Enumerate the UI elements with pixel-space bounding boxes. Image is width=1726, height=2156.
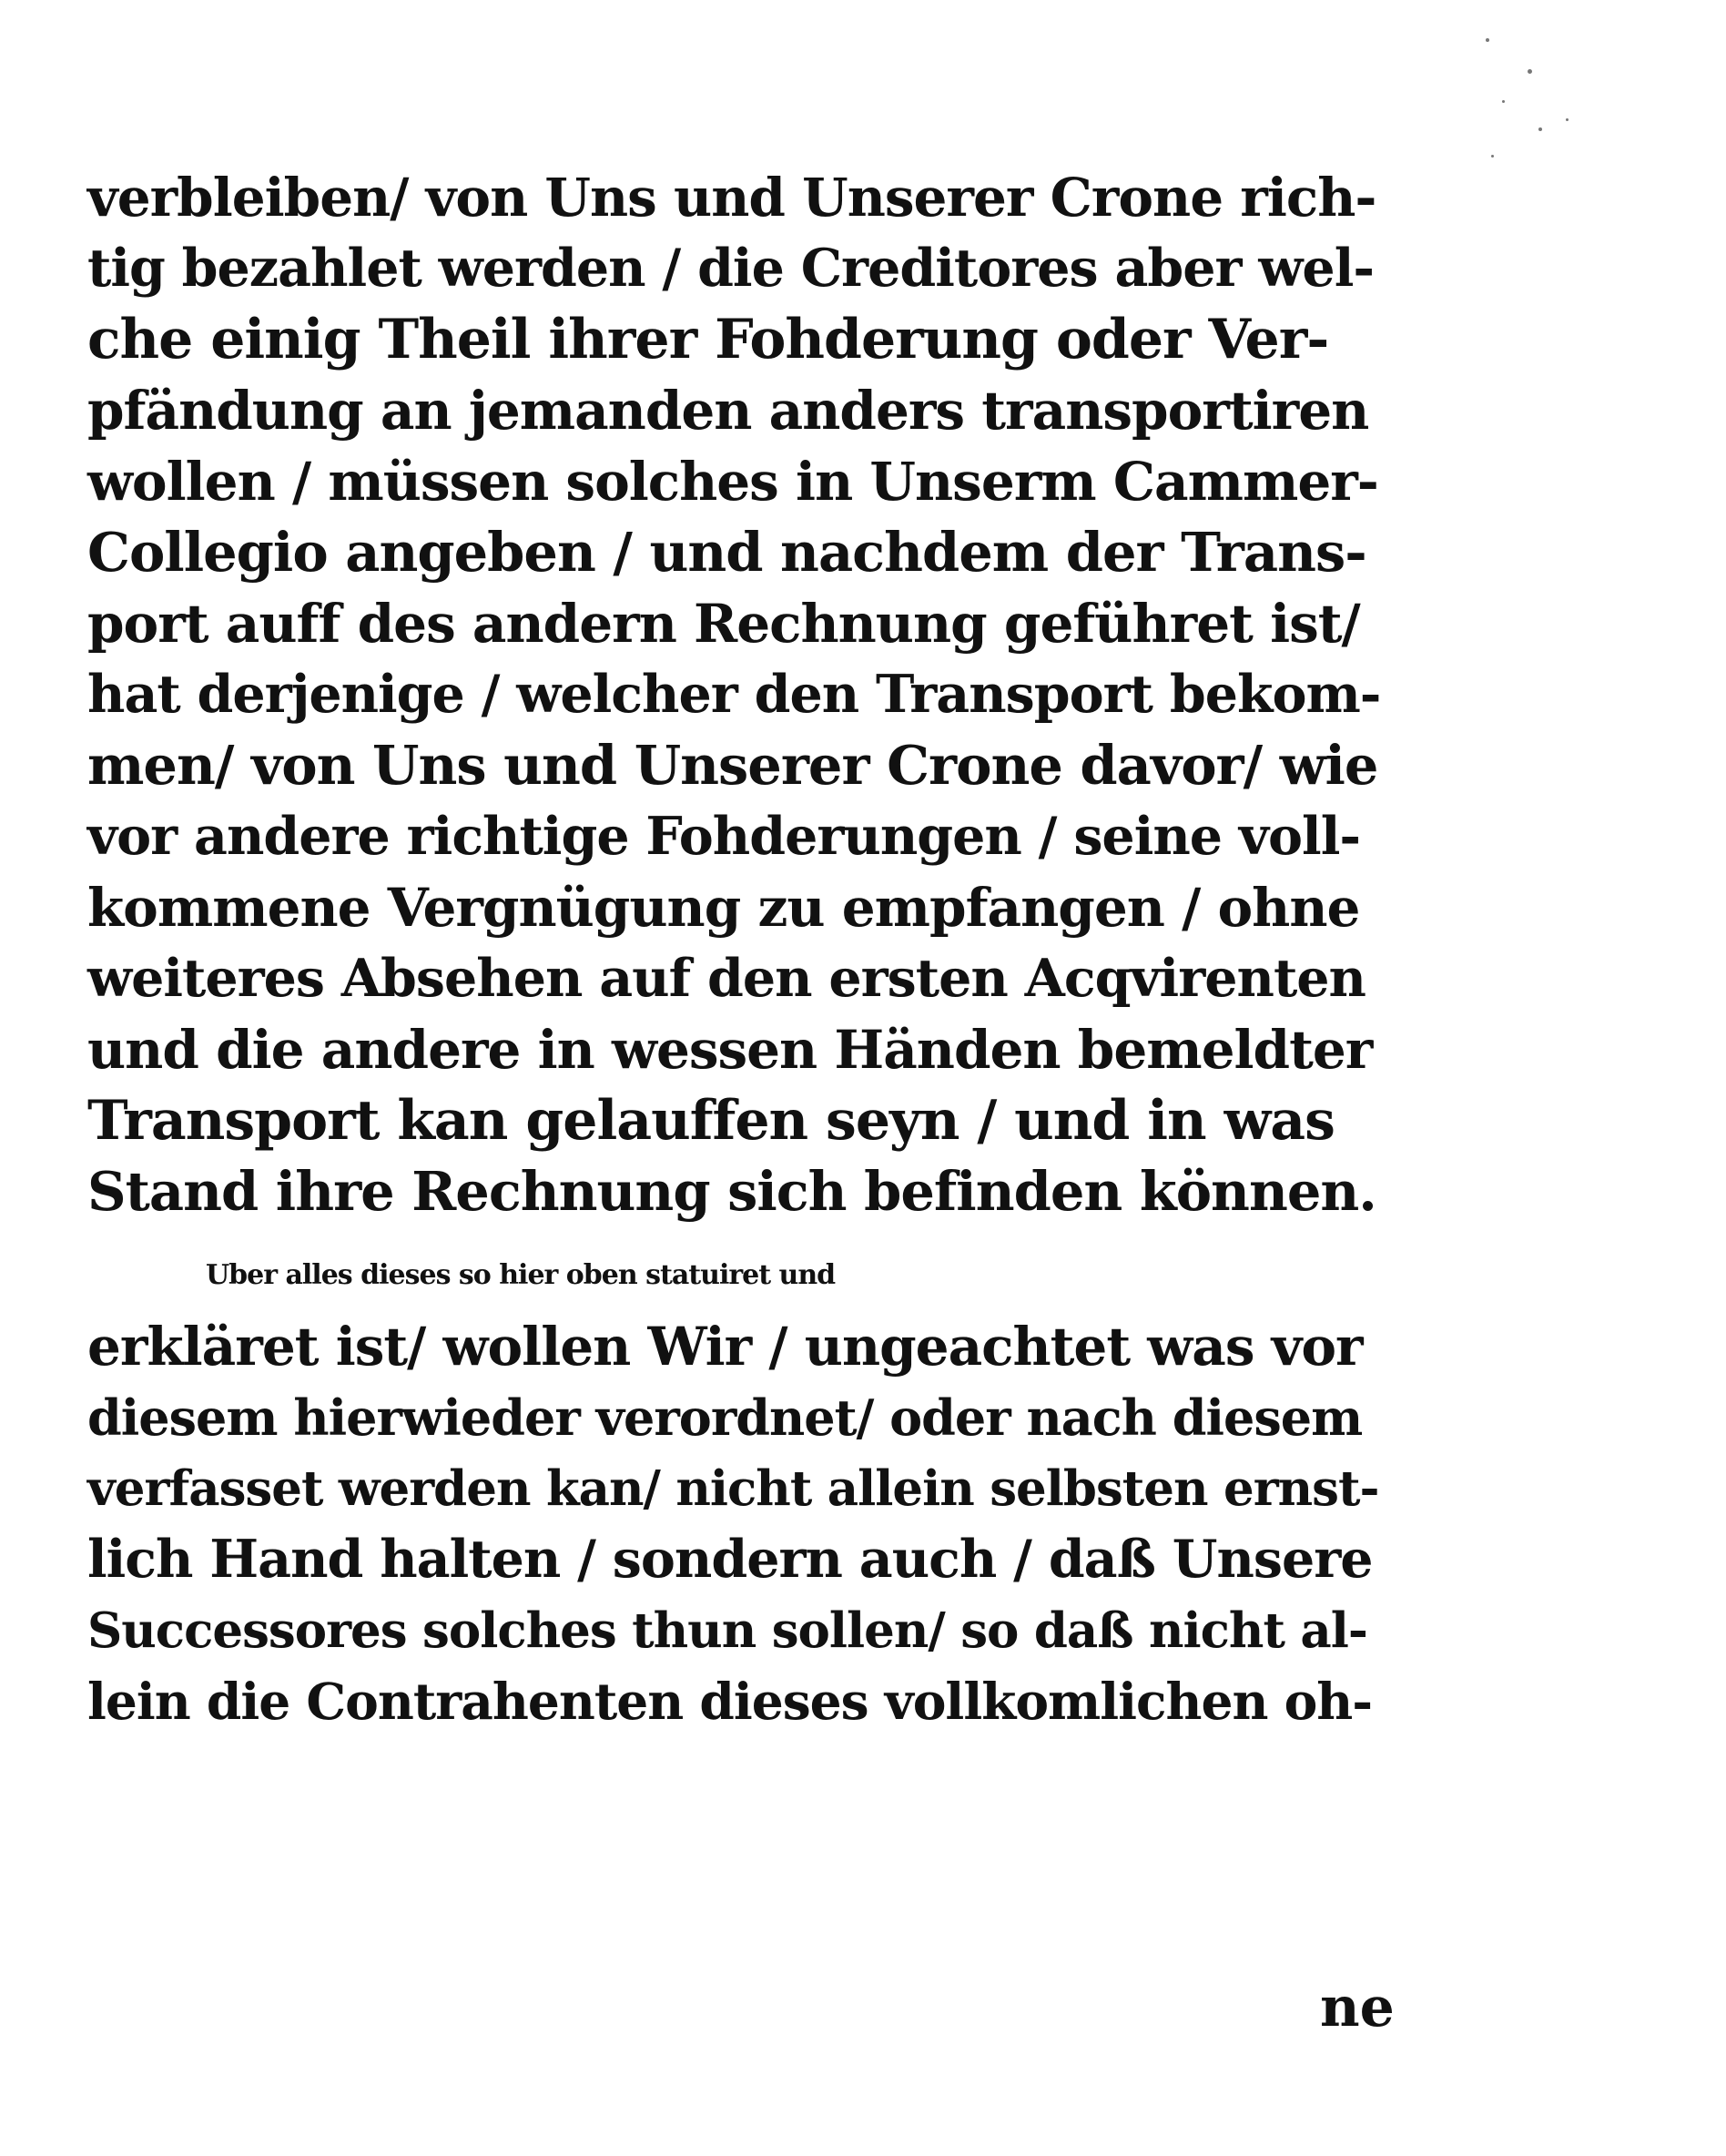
text-line: weiteres Absehen auf den ersten Acqvirenten xyxy=(87,948,1366,1009)
text-line: Transport kan gelauffen seyn / und in was xyxy=(87,1089,1335,1153)
text-line: men/ von Uns und Unserer Crone davor/ wie xyxy=(87,734,1378,797)
text-line: Successores solches thun sollen/ so daß nicht al- xyxy=(87,1602,1367,1659)
text-line: vor andere richtige Fohderungen / seine voll- xyxy=(87,806,1361,867)
margin-specks xyxy=(1475,18,1611,182)
text-line: tig bezahlet werden / die Creditores aber wel- xyxy=(87,238,1375,299)
text-line: lich Hand halten / sondern auch / daß Unsere xyxy=(87,1529,1373,1590)
paragraph-1 xyxy=(87,162,1380,1227)
paragraph-2 xyxy=(87,1240,1380,1737)
body-text xyxy=(87,162,1380,1737)
text-line: und die andere in wessen Händen bemeldter xyxy=(87,1019,1373,1081)
text-line: Uber alles dieses so hier oben statuiret und xyxy=(206,1259,836,1291)
text-line: wollen / müssen solches in Unserm Cammer- xyxy=(87,451,1378,513)
text-line: che einig Theil ihrer Fohderung oder Ver- xyxy=(87,308,1329,371)
text-line: pfändung an jemanden anders transportiren xyxy=(87,380,1369,442)
text-line: port auff des andern Rechnung geführet ist/ xyxy=(87,593,1360,655)
text-line: kommene Vergnügung zu empfangen / ohne xyxy=(87,877,1360,939)
text-line: verbleiben/ von Uns und Unserer Crone rich- xyxy=(87,167,1376,229)
text-line: erkläret ist/ wollen Wir / ungeachtet was vor xyxy=(87,1316,1363,1378)
text-line: verfasset werden kan/ nicht allein selbsten ernst- xyxy=(87,1460,1379,1517)
catchword: ne xyxy=(1320,1976,1395,2039)
text-line: Collegio angeben / und nachdem der Trans- xyxy=(87,521,1366,584)
text-line: lein die Contrahenten dieses vollkomlichen oh- xyxy=(87,1672,1373,1731)
text-line: diesem hierwieder verordnet/ oder nach diesem xyxy=(87,1388,1363,1447)
text-line: hat derjenige / welcher den Transport bekom- xyxy=(87,664,1381,725)
text-line: Stand ihre Rechnung sich befinden können. xyxy=(87,1160,1376,1223)
